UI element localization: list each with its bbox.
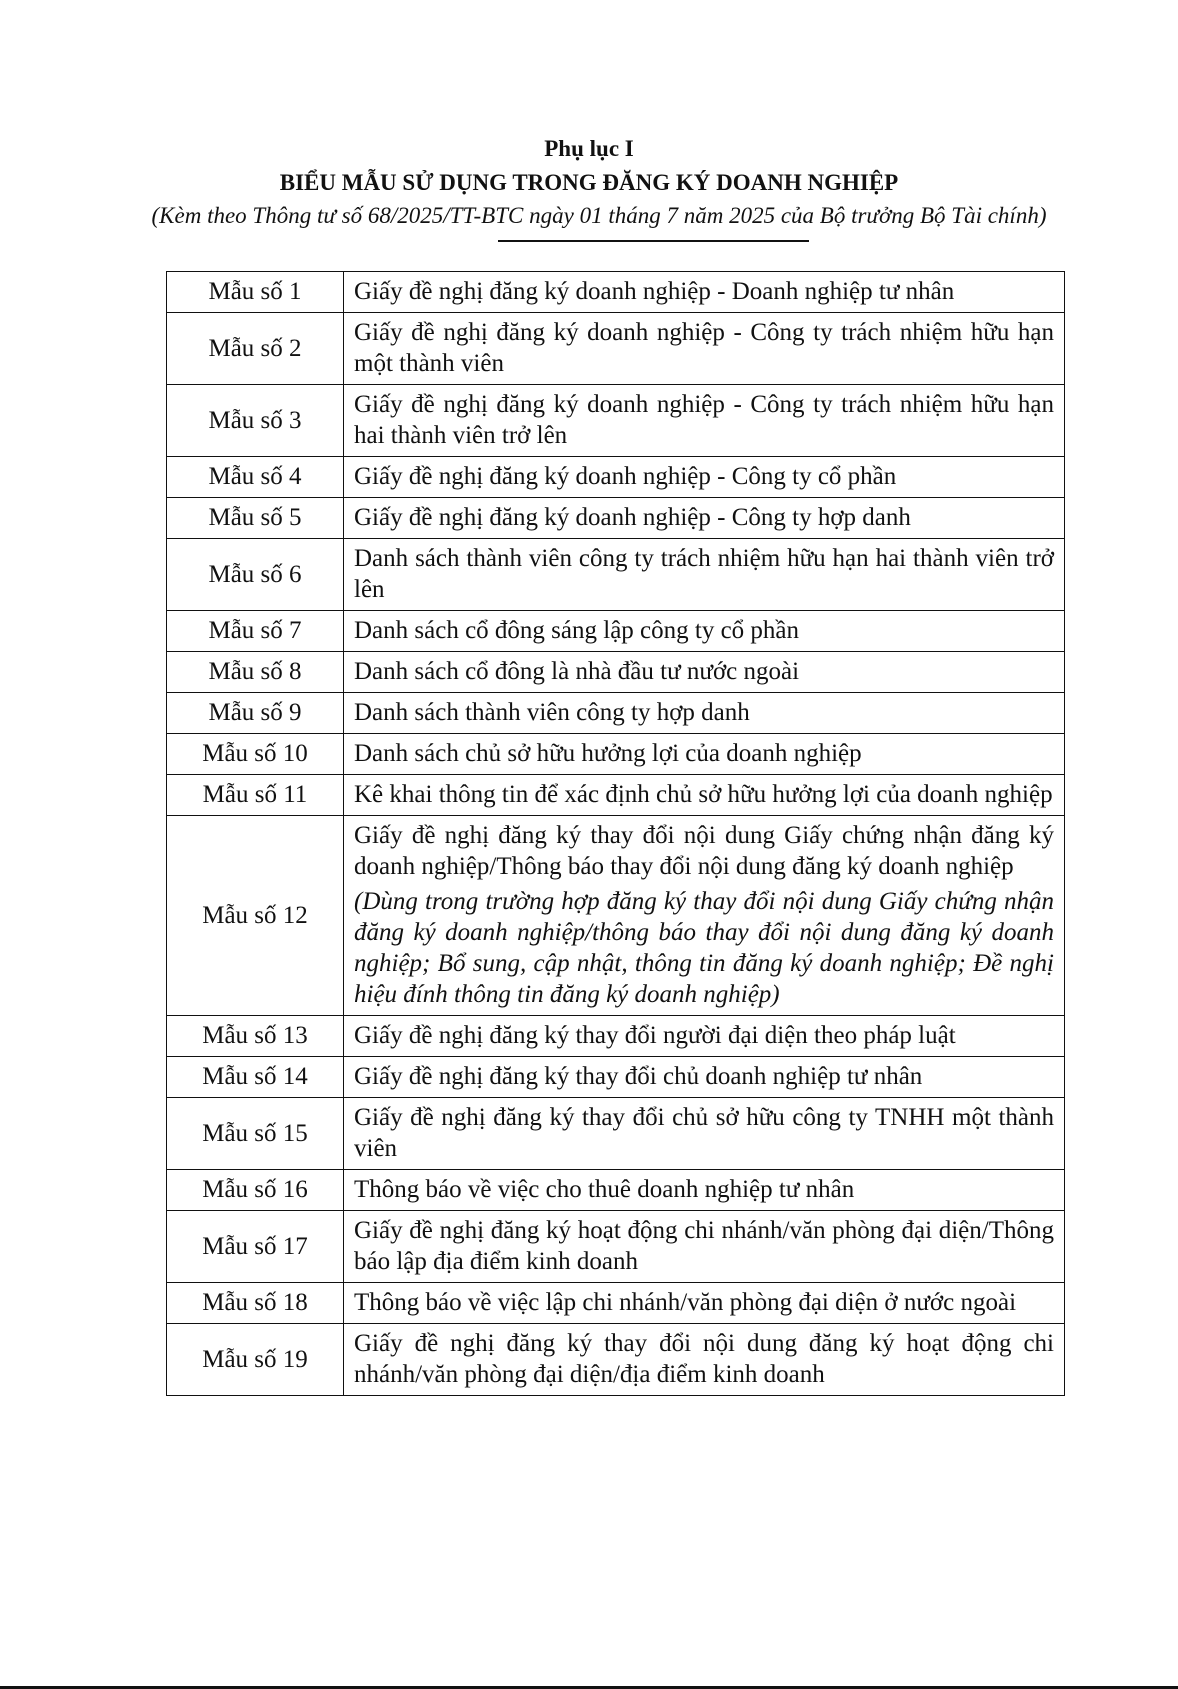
form-code: Mẫu số 8 xyxy=(167,652,344,693)
form-code: Mẫu số 10 xyxy=(167,734,344,775)
form-code: Mẫu số 15 xyxy=(167,1098,344,1170)
form-code: Mẫu số 19 xyxy=(167,1324,344,1396)
form-code: Mẫu số 17 xyxy=(167,1211,344,1283)
form-description: Thông báo về việc cho thuê doanh nghiệp tư nhân xyxy=(354,1176,855,1203)
form-code: Mẫu số 14 xyxy=(167,1057,344,1098)
table-row xyxy=(167,775,1065,816)
form-description: Danh sách cổ đông là nhà đầu tư nước ngoài xyxy=(354,658,800,685)
form-description-cell xyxy=(344,652,1065,693)
forms-table xyxy=(166,271,1065,1396)
table-row xyxy=(167,1324,1065,1396)
table-row xyxy=(167,1211,1065,1283)
table-row xyxy=(167,1283,1065,1324)
table-row xyxy=(167,816,1065,1016)
table-row xyxy=(167,1057,1065,1098)
table-row xyxy=(167,611,1065,652)
form-description-cell xyxy=(344,1098,1065,1170)
form-description-cell xyxy=(344,539,1065,611)
form-description-cell xyxy=(344,1057,1065,1098)
form-description: Giấy đề nghị đăng ký thay đổi nội dung đăng ký hoạt động chi nhánh/văn phòng đại diện/địa điểm kinh doanh xyxy=(354,1330,1054,1388)
form-description: Giấy đề nghị đăng ký hoạt động chi nhánh/văn phòng đại diện/Thông báo lập địa điểm kinh doanh xyxy=(354,1217,1054,1275)
form-code: Mẫu số 3 xyxy=(167,385,344,457)
form-description: Giấy đề nghị đăng ký doanh nghiệp - Công ty trách nhiệm hữu hạn một thành viên xyxy=(354,319,1054,377)
form-code: Mẫu số 11 xyxy=(167,775,344,816)
document-title: BIỂU MẪU SỬ DỤNG TRONG ĐĂNG KÝ DOANH NGHIỆP xyxy=(279,170,899,195)
form-description: Danh sách cổ đông sáng lập công ty cổ phần xyxy=(354,617,800,644)
form-description-cell xyxy=(344,457,1065,498)
form-description: Danh sách chủ sở hữu hưởng lợi của doanh nghiệp xyxy=(354,740,862,767)
form-description: Danh sách thành viên công ty hợp danh xyxy=(354,699,750,726)
form-code: Mẫu số 16 xyxy=(167,1170,344,1211)
form-description: Kê khai thông tin để xác định chủ sở hữu hưởng lợi của doanh nghiệp xyxy=(354,781,1053,808)
form-description-cell xyxy=(344,272,1065,313)
form-description-cell xyxy=(344,1283,1065,1324)
form-code: Mẫu số 6 xyxy=(167,539,344,611)
form-code: Mẫu số 13 xyxy=(167,1016,344,1057)
form-description-cell xyxy=(344,498,1065,539)
table-row xyxy=(167,1098,1065,1170)
form-code: Mẫu số 1 xyxy=(167,272,344,313)
form-description: Danh sách thành viên công ty trách nhiệm hữu hạn hai thành viên trở lên xyxy=(354,545,1054,603)
form-description: Giấy đề nghị đăng ký thay đổi nội dung Giấy chứng nhận đăng ký doanh nghiệp/Thông báo thay đổi nội dung đăng ký doanh nghiệp xyxy=(354,822,1054,880)
form-description: Giấy đề nghị đăng ký doanh nghiệp - Doanh nghiệp tư nhân xyxy=(354,278,955,305)
form-code: Mẫu số 2 xyxy=(167,313,344,385)
form-description: Giấy đề nghị đăng ký thay đổi chủ doanh nghiệp tư nhân xyxy=(354,1063,923,1090)
form-description-cell xyxy=(344,734,1065,775)
form-code: Mẫu số 12 xyxy=(167,816,344,1016)
document-subtitle: (Kèm theo Thông tư số 68/2025/TT-BTC ngày 01 tháng 7 năm 2025 của Bộ trưởng Bộ Tài chính) xyxy=(151,203,1047,228)
form-code: Mẫu số 9 xyxy=(167,693,344,734)
form-description: Giấy đề nghị đăng ký doanh nghiệp - Công ty trách nhiệm hữu hạn hai thành viên trở lên xyxy=(354,391,1054,449)
form-code: Mẫu số 5 xyxy=(167,498,344,539)
table-row xyxy=(167,652,1065,693)
form-code: Mẫu số 18 xyxy=(167,1283,344,1324)
appendix-label: Phụ lục I xyxy=(544,136,634,161)
form-description-cell xyxy=(344,1211,1065,1283)
form-description-cell xyxy=(344,385,1065,457)
form-description-cell xyxy=(344,693,1065,734)
table-row xyxy=(167,457,1065,498)
form-description: Giấy đề nghị đăng ký thay đổi người đại diện theo pháp luật xyxy=(354,1022,956,1049)
form-description: Giấy đề nghị đăng ký doanh nghiệp - Công ty cổ phần xyxy=(354,463,897,490)
title-underline xyxy=(498,240,809,242)
table-row xyxy=(167,1170,1065,1211)
table-row xyxy=(167,385,1065,457)
form-description-cell xyxy=(344,1324,1065,1396)
form-description-cell xyxy=(344,313,1065,385)
table-row xyxy=(167,1016,1065,1057)
table-row xyxy=(167,539,1065,611)
form-description: Giấy đề nghị đăng ký thay đổi chủ sở hữu công ty TNHH một thành viên xyxy=(354,1104,1054,1162)
form-code: Mẫu số 7 xyxy=(167,611,344,652)
table-row xyxy=(167,313,1065,385)
form-note: (Dùng trong trường hợp đăng ký thay đổi nội dung Giấy chứng nhận đăng ký doanh nghiệp/thông báo thay đổi nội dung đăng ký doanh nghiệp; Bổ sung, cập nhật, thông tin đăng ký doanh nghiệp; Đề nghị hiệu đính thông tin đăng ký doanh nghiệp) xyxy=(354,888,1054,1008)
form-description-cell xyxy=(344,611,1065,652)
form-description: Thông báo về việc lập chi nhánh/văn phòng đại diện ở nước ngoài xyxy=(354,1289,1017,1316)
table-row xyxy=(167,693,1065,734)
form-description: Giấy đề nghị đăng ký doanh nghiệp - Công ty hợp danh xyxy=(354,504,911,531)
table-row xyxy=(167,734,1065,775)
table-row xyxy=(167,272,1065,313)
form-description-cell xyxy=(344,1016,1065,1057)
table-row xyxy=(167,498,1065,539)
form-description-cell xyxy=(344,775,1065,816)
form-description-cell xyxy=(344,1170,1065,1211)
form-description-cell xyxy=(344,816,1065,1016)
form-code: Mẫu số 4 xyxy=(167,457,344,498)
